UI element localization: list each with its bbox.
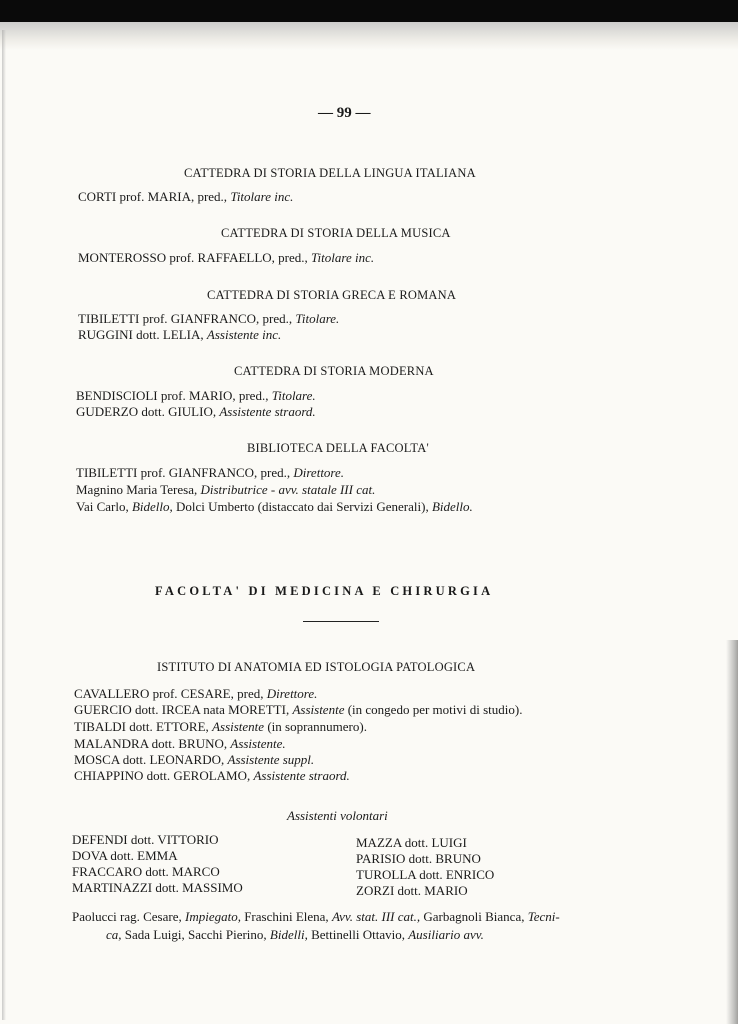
staff-line: BENDISCIOLI prof. MARIO, pred., Titolare. <box>76 388 316 403</box>
scan-right-edge <box>726 640 738 1024</box>
volunteer-name: DEFENDI dott. VITTORIO <box>72 832 219 847</box>
volunteer-name: MARTINAZZI dott. MASSIMO <box>72 880 243 895</box>
scan-left-edge <box>2 30 6 1020</box>
section-heading: CATTEDRA DI STORIA DELLA MUSICA <box>221 226 451 240</box>
staff-line: GUDERZO dott. GIULIO, Assistente straord. <box>76 404 316 419</box>
volunteer-name: FRACCARO dott. MARCO <box>72 864 220 879</box>
staff-line: MOSCA dott. LEONARDO, Assistente suppl. <box>74 752 315 767</box>
heading-rule <box>303 621 379 622</box>
staff-line: MALANDRA dott. BRUNO, Assistente. <box>74 736 286 751</box>
staff-line: GUERCIO dott. IRCEA nata MORETTI, Assistente (in congedo per motivi di studio). <box>74 702 523 717</box>
staff-paragraph-line: ca, Sada Luigi, Sacchi Pierino, Bidelli, Bettinelli Ottavio, Ausiliario avv. <box>106 927 484 942</box>
volunteer-name: DOVA dott. EMMA <box>72 848 178 863</box>
staff-line: CAVALLERO prof. CESARE, pred, Direttore. <box>74 686 318 701</box>
scan-top-shadow <box>0 22 738 50</box>
section-heading: CATTEDRA DI STORIA DELLA LINGUA ITALIANA <box>184 166 476 180</box>
staff-paragraph-line: Paolucci rag. Cesare, Impiegato, Fraschini Elena, Avv. stat. III cat., Garbagnoli Bianca, Tecni- <box>72 909 560 924</box>
volunteer-name: PARISIO dott. BRUNO <box>356 851 481 866</box>
staff-line: CHIAPPINO dott. GEROLAMO, Assistente straord. <box>74 768 350 783</box>
institute-heading: ISTITUTO DI ANATOMIA ED ISTOLOGIA PATOLOGICA <box>157 660 476 674</box>
section-heading: CATTEDRA DI STORIA GRECA E ROMANA <box>207 288 457 302</box>
section-heading: CATTEDRA DI STORIA MODERNA <box>234 364 434 378</box>
volunteer-name: TUROLLA dott. ENRICO <box>356 867 495 882</box>
staff-line: TIBILETTI prof. GIANFRANCO, pred., Titolare. <box>78 311 340 326</box>
volunteers-heading: Assistenti volontari <box>287 808 388 823</box>
faculty-heading: FACOLTA' DI MEDICINA E CHIRURGIA <box>155 584 494 598</box>
volunteer-name: ZORZI dott. MARIO <box>356 883 468 898</box>
volunteer-name: MAZZA dott. LUIGI <box>356 835 467 850</box>
staff-line: TIBALDI dott. ETTORE, Assistente (in soprannumero). <box>74 719 367 734</box>
page-number: — 99 — <box>318 105 371 121</box>
staff-line: Magnino Maria Teresa, Distributrice - avv. statale III cat. <box>76 482 376 497</box>
section-heading: BIBLIOTECA DELLA FACOLTA' <box>247 441 429 455</box>
staff-line: CORTI prof. MARIA, pred., Titolare inc. <box>78 189 294 204</box>
staff-line: RUGGINI dott. LELIA, Assistente inc. <box>78 327 282 342</box>
staff-line: TIBILETTI prof. GIANFRANCO, pred., Direttore. <box>76 465 345 480</box>
scan-top-border <box>0 0 738 22</box>
staff-line: Vai Carlo, Bidello, Dolci Umberto (distaccato dai Servizi Generali), Bidello. <box>76 499 473 514</box>
staff-line: MONTEROSSO prof. RAFFAELLO, pred., Titolare inc. <box>78 250 375 265</box>
